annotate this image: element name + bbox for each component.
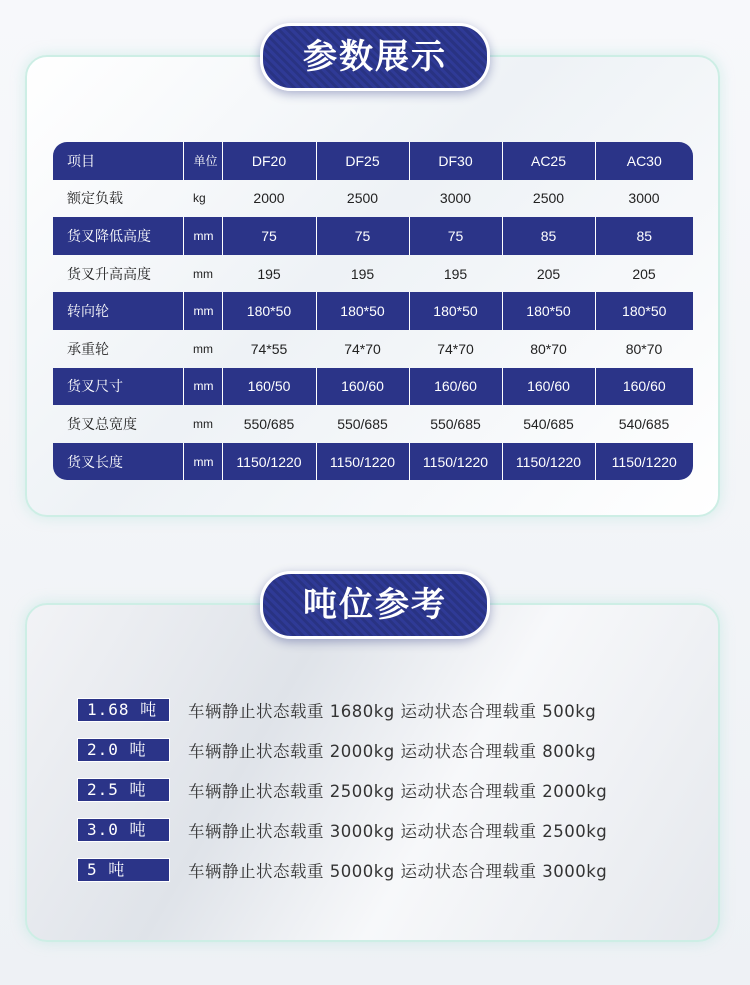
spec-value-cell: 180*50 [316, 292, 409, 330]
spec-row-unit: mm [183, 217, 222, 255]
spec-value-cell: 550/685 [337, 415, 388, 432]
spec-value-cell: 160/60 [316, 368, 409, 406]
spec-value-cell: 1150/1220 [502, 443, 595, 481]
spec-row [53, 405, 693, 443]
spec-table [53, 142, 693, 480]
spec-value-cell: 550/685 [430, 415, 481, 432]
spec-value-cell: 2000 [253, 190, 285, 207]
spec-row [53, 292, 693, 330]
spec-row-unit: mm [183, 292, 222, 330]
spec-header-row [53, 142, 693, 180]
spec-value-cell: 80*70 [625, 340, 663, 357]
spec-value-cell: 180*50 [222, 292, 316, 330]
spec-value-cell: 85 [502, 217, 595, 255]
spec-value-cell: 195 [257, 265, 281, 282]
spec-header-cell: DF30 [409, 142, 502, 180]
spec-row-label: 承重轮 [67, 340, 109, 357]
tonnage-description: 车辆静止状态载重 2500kg 运动状态合理载重 2000kg [188, 782, 608, 801]
spec-value-cell: 2500 [532, 190, 565, 207]
spec-header-cell: AC25 [502, 142, 595, 180]
tonnage-badge: 2.5 吨 [77, 778, 170, 802]
spec-value-cell: 75 [222, 217, 316, 255]
spec-value-cell: 195 [443, 265, 468, 282]
spec-header-cell: DF25 [316, 142, 409, 180]
spec-row-label: 转向轮 [53, 292, 183, 330]
spec-value-cell: 180*50 [409, 292, 502, 330]
spec-row [53, 368, 693, 406]
tonnage-panel [25, 603, 720, 942]
spec-value-cell: 74*70 [344, 340, 381, 357]
spec-value-cell: 180*50 [502, 292, 595, 330]
spec-header-cell: AC30 [595, 142, 693, 180]
spec-row-label: 货叉总宽度 [67, 415, 137, 432]
spec-value-cell: 550/685 [243, 415, 295, 432]
tonnage-item [77, 857, 607, 883]
spec-value-cell: 540/685 [618, 415, 670, 432]
spec-value-cell: 74*55 [250, 340, 288, 357]
spec-row-unit: mm [193, 341, 213, 356]
tonnage-badge: 3.0 吨 [77, 818, 170, 842]
spec-value-cell: 160/60 [502, 368, 595, 406]
spec-value-cell: 85 [595, 217, 693, 255]
spec-value-cell: 160/50 [222, 368, 316, 406]
spec-value-cell: 205 [632, 265, 656, 282]
spec-value-cell: 1150/1220 [222, 443, 316, 481]
spec-row [53, 180, 693, 218]
tonnage-item [77, 697, 596, 723]
spec-header-cell: 单位 [183, 142, 222, 180]
tonnage-item [77, 737, 596, 763]
spec-value-cell: 540/685 [523, 415, 574, 432]
spec-value-cell: 160/60 [595, 368, 693, 406]
spec-header-cell: 项目 [53, 142, 183, 180]
tonnage-badge: 2.0 吨 [77, 738, 170, 762]
spec-row-label: 额定负载 [67, 190, 123, 207]
spec-value-cell: 195 [350, 265, 375, 282]
spec-row [53, 443, 693, 481]
spec-row [53, 255, 693, 293]
spec-row-unit: mm [193, 266, 213, 281]
spec-value-cell: 1150/1220 [409, 443, 502, 481]
spec-row-label: 货叉升高高度 [67, 265, 151, 282]
section-title-specs: 参数展示 [260, 23, 490, 91]
tonnage-description: 车辆静止状态载重 1680kg 运动状态合理载重 500kg [188, 702, 597, 721]
spec-row-label: 货叉降低高度 [53, 217, 183, 255]
spec-value-cell: 180*50 [595, 292, 693, 330]
spec-value-cell: 160/60 [409, 368, 502, 406]
spec-value-cell: 3000 [628, 190, 660, 207]
spec-row-unit: mm [183, 443, 222, 481]
tonnage-item [77, 817, 607, 843]
spec-value-cell: 75 [316, 217, 409, 255]
spec-row [53, 330, 693, 368]
tonnage-badge: 5 吨 [77, 858, 170, 882]
spec-value-cell: 1150/1220 [595, 443, 693, 481]
spec-value-cell: 75 [409, 217, 502, 255]
spec-value-cell: 2500 [346, 190, 379, 207]
spec-row-label: 货叉尺寸 [53, 368, 183, 406]
tonnage-badge: 1.68 吨 [77, 698, 170, 722]
spec-header-cell: DF20 [222, 142, 316, 180]
spec-value-cell: 205 [536, 265, 561, 282]
spec-value-cell: 74*70 [437, 340, 474, 357]
spec-row-unit: kg [193, 191, 206, 206]
tonnage-item [77, 777, 607, 803]
spec-row-label: 货叉长度 [53, 443, 183, 481]
section-title-tonnage: 吨位参考 [260, 571, 490, 639]
spec-value-cell: 80*70 [530, 340, 567, 357]
spec-value-cell: 1150/1220 [316, 443, 409, 481]
spec-row-unit: mm [183, 368, 222, 406]
spec-row [53, 217, 693, 255]
spec-value-cell: 3000 [439, 190, 472, 207]
spec-row-unit: mm [193, 416, 213, 431]
tonnage-description: 车辆静止状态载重 5000kg 运动状态合理载重 3000kg [188, 862, 608, 881]
tonnage-description: 车辆静止状态载重 2000kg 运动状态合理载重 800kg [188, 742, 597, 761]
tonnage-description: 车辆静止状态载重 3000kg 运动状态合理载重 2500kg [188, 822, 608, 841]
